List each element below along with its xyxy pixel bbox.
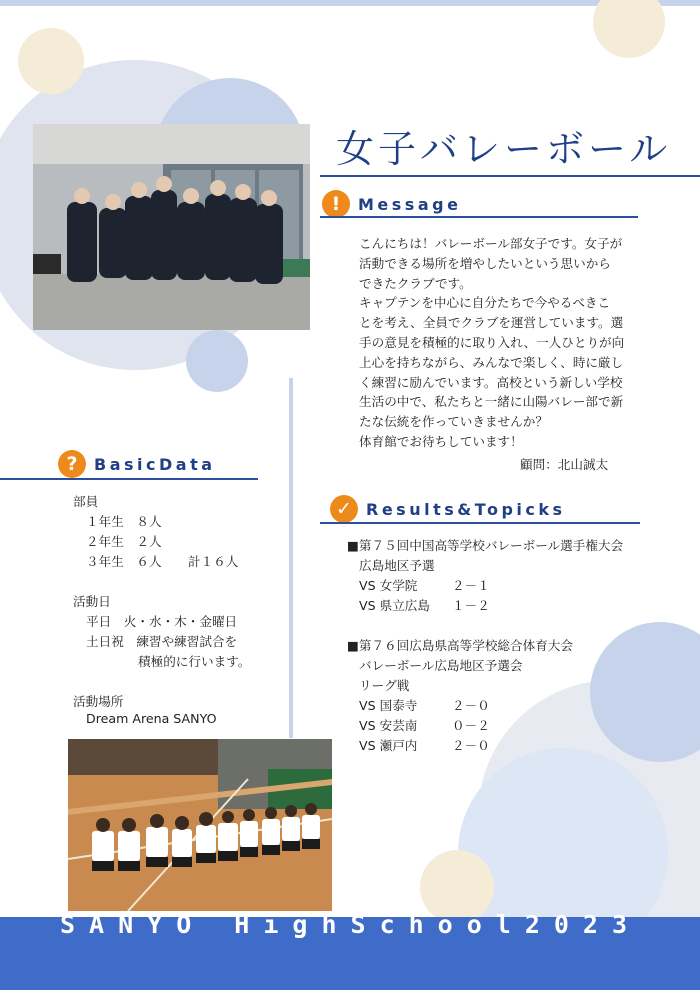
results-heading — [330, 495, 566, 523]
match-score: ２－０ — [452, 698, 490, 713]
message-line: 体育館でお待ちしています！ — [359, 433, 523, 449]
match-score: ２－１ — [452, 578, 490, 593]
vertical-divider — [289, 378, 293, 738]
match-opponent: VS 県立広島 — [359, 598, 430, 613]
message-heading — [322, 190, 461, 218]
match-score: ２－０ — [452, 738, 490, 753]
match-opponent: VS 瀬戸内 — [359, 738, 418, 753]
grade3-count: ３年生 ６人 — [86, 554, 162, 569]
question-icon: ? — [58, 450, 86, 478]
results-heading-label: Results&Topicks — [366, 499, 566, 519]
grade1-count: １年生 ８人 — [86, 514, 162, 529]
bg-circle-blue-mid — [186, 330, 248, 392]
footer-text: SANYO HighSchool2023 — [60, 910, 642, 939]
exclamation-icon: ! — [322, 190, 350, 218]
message-line: 手の意見を積極的に取り入れ、一人ひとりが向 — [359, 334, 625, 350]
message-heading-rule — [320, 216, 638, 218]
match-score: １－２ — [452, 598, 490, 613]
page-title: 女子バレーボール — [336, 127, 672, 171]
basicdata-heading — [58, 450, 216, 478]
results-heading-rule — [320, 522, 640, 524]
top-bar — [0, 0, 700, 6]
activity-place: Dream Arena SANYO — [86, 711, 217, 726]
bg-circle-cream-tl — [18, 28, 84, 94]
message-line: く練習に励んでいます。高校という新しい学校 — [359, 374, 623, 390]
holiday-schedule-cont: 積極的に行います。 — [138, 654, 251, 669]
message-line: 上心を持ちながら、みんなで楽しく、時に厳し — [359, 354, 624, 370]
basicdata-heading-rule — [0, 478, 258, 480]
event2-title: ■第７６回広島県高等学校総合体育大会 — [347, 638, 573, 653]
message-signature: 顧問：北山誠太 — [520, 457, 609, 472]
event1-subtitle: 広島地区予選 — [359, 558, 435, 573]
checkmark-icon: ✓ — [330, 495, 358, 523]
event2-format: リーグ戦 — [359, 678, 410, 693]
message-line: 活動できる場所を増やしたいという思いから — [359, 255, 611, 271]
team-photo — [33, 124, 310, 330]
activity-days-label: 活動日 — [73, 594, 111, 609]
match-opponent: VS 女学院 — [359, 578, 418, 593]
activity-place-label: 活動場所 — [73, 694, 124, 709]
message-line: 生活の中で、私たちと一緒に山陽バレー部で新 — [359, 394, 624, 410]
match-score: ０－２ — [452, 718, 490, 733]
match-opponent: VS 国泰寺 — [359, 698, 418, 713]
grade2-count: ２年生 ２人 — [86, 534, 162, 549]
gym-photo — [68, 739, 332, 911]
event1-title: ■第７５回中国高等学校バレーボール選手権大会 — [347, 538, 624, 553]
message-line: できたクラブです。 — [359, 275, 472, 291]
match-opponent: VS 安芸南 — [359, 718, 418, 733]
bg-circle-cream-tr — [593, 0, 665, 58]
total-count: 計１６人 — [188, 554, 239, 569]
message-body — [359, 234, 639, 452]
basicdata-heading-label: BasicData — [94, 454, 216, 474]
message-line: とを考え、全員でクラブを運営しています。選 — [359, 315, 624, 331]
weekday-schedule: 平日 火・水・木・金曜日 — [86, 614, 238, 629]
event2-subtitle: バレーボール広島地区予選会 — [359, 658, 523, 673]
message-line: こんにちは！バレーボール部女子です。女子が — [359, 236, 623, 251]
message-heading-label: Message — [358, 194, 462, 214]
title-underline — [320, 175, 700, 177]
message-line: キャプテンを中心に自分たちで今やるべきこ — [359, 295, 611, 311]
holiday-schedule: 土日祝 練習や練習試合を — [86, 634, 238, 649]
members-label: 部員 — [73, 494, 99, 509]
message-line: たな伝統を作っていきませんか？ — [359, 414, 548, 430]
